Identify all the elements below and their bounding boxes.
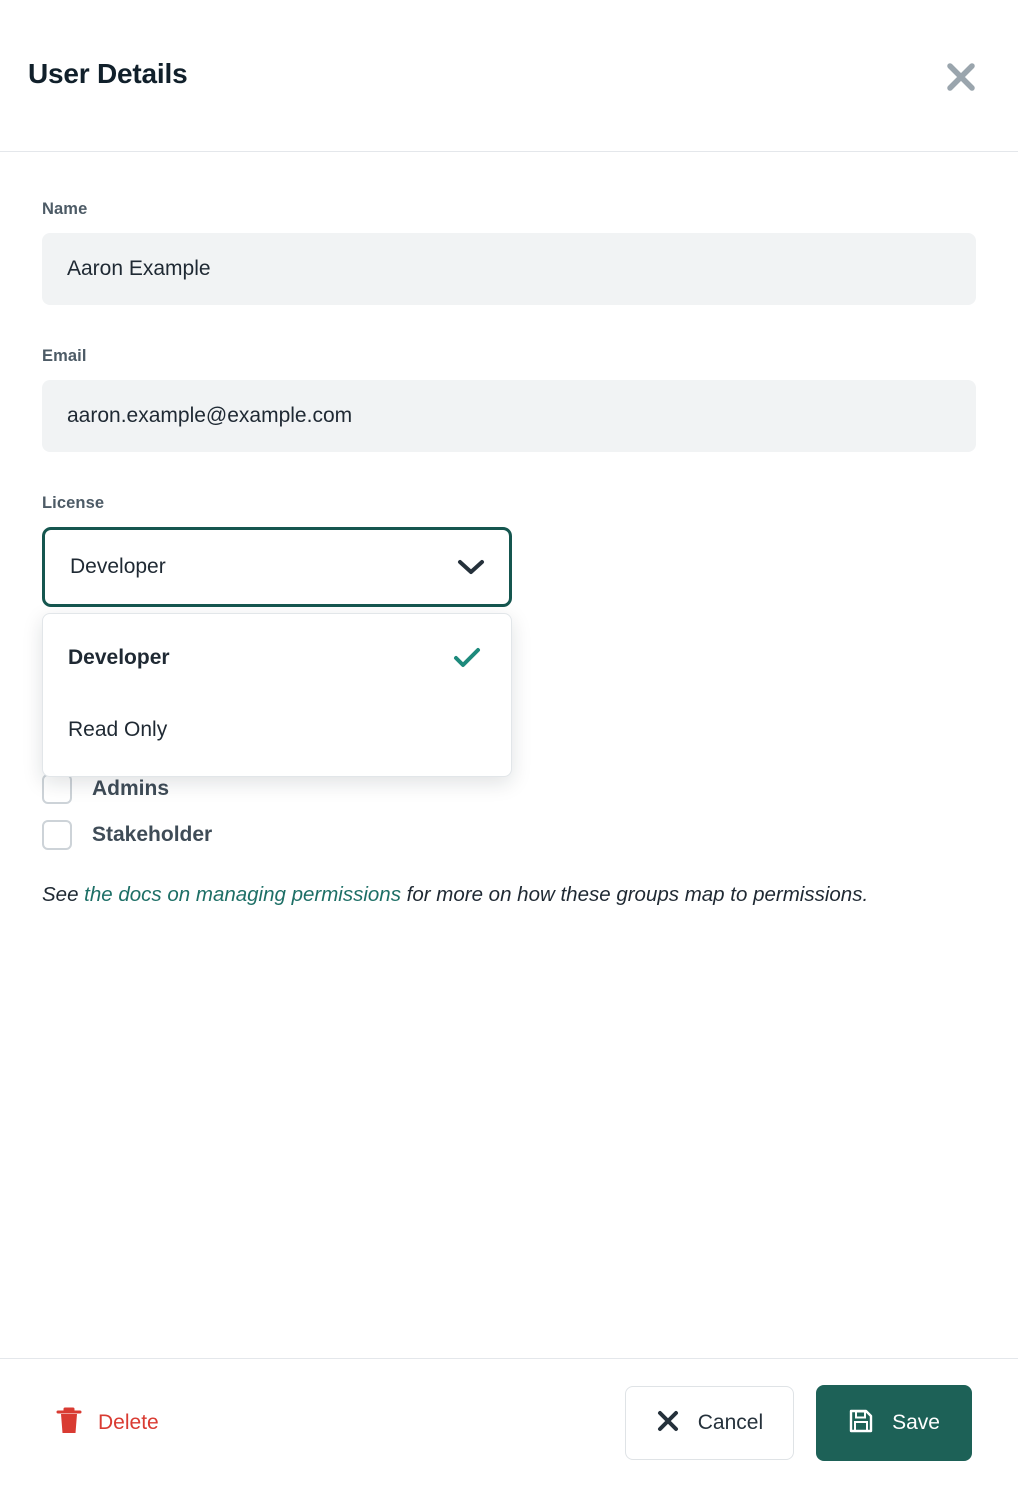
- page-title: User Details: [28, 58, 188, 89]
- license-option-read-only[interactable]: [43, 694, 511, 766]
- x-icon: [656, 1409, 680, 1436]
- license-selected-value: Developer: [70, 555, 166, 578]
- managing-permissions-link[interactable]: the docs on managing permissions: [84, 883, 401, 906]
- license-select-wrapper: [42, 527, 512, 741]
- cancel-label: Cancel: [697, 1410, 764, 1434]
- delete-button[interactable]: [46, 1398, 169, 1447]
- email-label: Email: [42, 347, 87, 365]
- cancel-button[interactable]: [625, 1386, 794, 1460]
- trash-icon: [56, 1406, 82, 1439]
- save-label: Save: [892, 1410, 940, 1434]
- license-option-label: Developer: [68, 646, 170, 669]
- group-label: Admins: [92, 777, 170, 800]
- name-field[interactable]: [42, 233, 976, 305]
- check-icon: [453, 647, 481, 669]
- name-label: Name: [42, 200, 88, 218]
- delete-label: Delete: [98, 1410, 159, 1434]
- group-row-stakeholder[interactable]: [42, 813, 976, 857]
- dialog-footer: [0, 1358, 1018, 1486]
- license-select[interactable]: [42, 527, 512, 607]
- license-option-developer[interactable]: [43, 622, 511, 694]
- dialog-body: [0, 152, 1018, 1358]
- license-option-label: Read Only: [68, 718, 168, 741]
- group-checkbox-admins[interactable]: [42, 774, 72, 804]
- save-button[interactable]: [816, 1385, 972, 1461]
- email-field[interactable]: [42, 380, 976, 452]
- helper-prefix: See: [42, 883, 85, 906]
- footer-actions: [625, 1385, 972, 1461]
- group-checkbox-stakeholder[interactable]: [42, 820, 72, 850]
- save-disk-icon: [848, 1408, 874, 1437]
- close-button[interactable]: [940, 56, 982, 98]
- license-dropdown[interactable]: [42, 613, 512, 777]
- chevron-down-icon: [457, 558, 485, 576]
- license-label: License: [42, 494, 105, 512]
- close-icon: [944, 60, 978, 94]
- helper-suffix: for more on how these groups map to permissions.: [400, 883, 869, 906]
- dialog-header: [0, 0, 1018, 152]
- group-label: Stakeholder: [92, 823, 213, 846]
- permissions-helper-text: [42, 879, 962, 911]
- groups-list: [42, 767, 976, 857]
